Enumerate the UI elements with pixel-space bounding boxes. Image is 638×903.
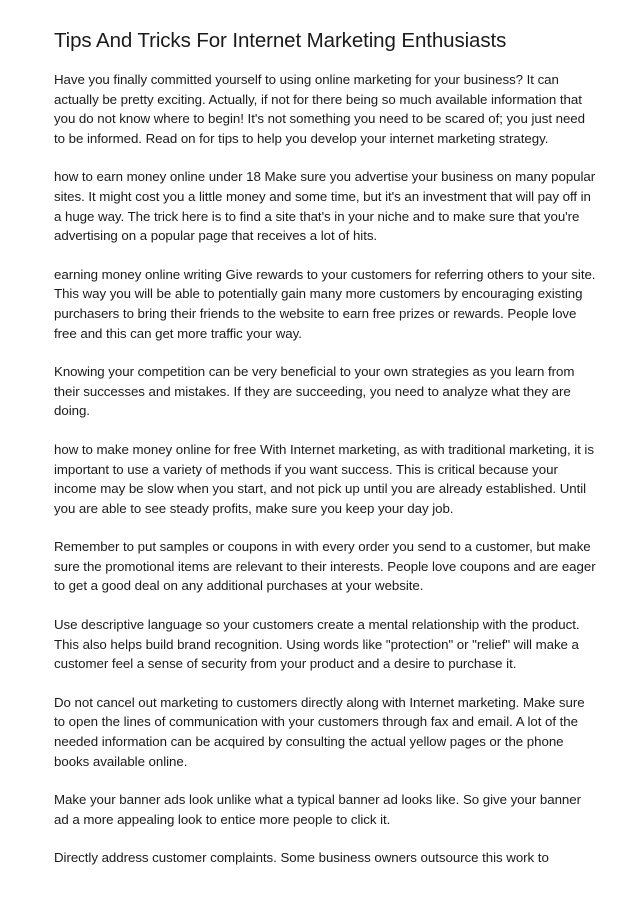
paragraph-line: how to earn money online under 18 Make sure you advertise your business on many popular (54, 169, 596, 185)
paragraph (54, 362, 594, 421)
paragraph-line: you are able to see steady profits, make sure you keep your day job. (54, 500, 454, 516)
paragraph-line: their successes and mistakes. If they are succeeding, you need to analyze what they are (54, 383, 571, 399)
paragraph-line: Have you finally committed yourself to using online marketing for your business? It can (54, 72, 559, 87)
paragraph (54, 70, 594, 148)
paragraph-line: ad a more appealing look to entice more people to click it. (54, 811, 391, 827)
paragraph-line: how to make money online for free With Internet marketing, as with traditional marketing, it is (54, 441, 594, 457)
paragraph-line: needed information can be acquired by consulting the actual yellow pages or the phone (54, 734, 564, 750)
paragraph-line: This also helps build brand recognition. Using words like "protection" or "relief" will make a (54, 636, 579, 652)
paragraph (54, 790, 594, 829)
paragraph-line: Directly address customer complaints. Some business owners outsource this work to (54, 850, 549, 866)
paragraph-line: actually be pretty exciting. Actually, if not for there being so much available information that (54, 91, 582, 107)
paragraph-line: Knowing your competition can be very beneficial to your own strategies as you learn from (54, 364, 575, 380)
document-page (54, 28, 594, 887)
paragraph (54, 167, 594, 245)
paragraph-line: advertising on a popular page that receives a lot of hits. (54, 228, 378, 244)
paragraph-line: books available online. (54, 753, 188, 769)
paragraph-line: to open the lines of communication with your customers through fax and email. A lot of the (54, 714, 578, 730)
paragraph-line: free and this can get more traffic your way. (54, 325, 302, 341)
paragraph-line: customer feel a sense of security from your product and a desire to purchase it. (54, 656, 517, 672)
paragraph-line: purchasers to bring their friends to the website to earn free prizes or rewards. People love (54, 305, 577, 321)
paragraph-line: Remember to put samples or coupons in with every order you send to a customer, but make (54, 539, 591, 555)
paragraph-line: income may be slow when you start, and not pick up until you are already established. Until (54, 481, 587, 497)
paragraph (54, 615, 594, 674)
paragraph (54, 265, 594, 343)
paragraph (54, 693, 594, 771)
paragraph-line: Use descriptive language so your customers create a mental relationship with the product. (54, 617, 580, 633)
paragraph-line: you do not know where to begin! It's not something you need to be scared of; you just need (54, 111, 585, 127)
paragraph-line: Make your banner ads look unlike what a typical banner ad looks like. So give your banner (54, 792, 581, 808)
paragraph-line: important to use a variety of methods if you want success. This is critical because your (54, 461, 558, 477)
paragraph-line: to get a good deal on any additional purchases at your website. (54, 578, 424, 594)
paragraph-line: sites. It might cost you a little money and some time, but it's an investment that will pay off in (54, 188, 591, 204)
paragraph (54, 440, 594, 518)
paragraph-line: doing. (54, 403, 90, 419)
paragraph-line: sure the promotional items are relevant to their interests. People love coupons and are eager (54, 558, 596, 574)
document-title: Tips And Tricks For Internet Marketing Enthusiasts (54, 29, 507, 52)
paragraph (54, 848, 594, 868)
paragraph-line: a huge way. The trick here is to find a site that's in your niche and to make sure that you're (54, 208, 580, 224)
paragraph-line: Do not cancel out marketing to customers directly along with Internet marketing. Make sure (54, 694, 585, 710)
paragraph (54, 537, 594, 596)
paragraph-line: earning money online writing Give rewards to your customers for referring others to your site. (54, 266, 596, 282)
paragraph-line: to be informed. Read on for tips to help you develop your internet marketing strategy. (54, 130, 549, 146)
paragraph-line: This way you will be able to potentially gain many more customers by encouraging existing (54, 286, 583, 302)
